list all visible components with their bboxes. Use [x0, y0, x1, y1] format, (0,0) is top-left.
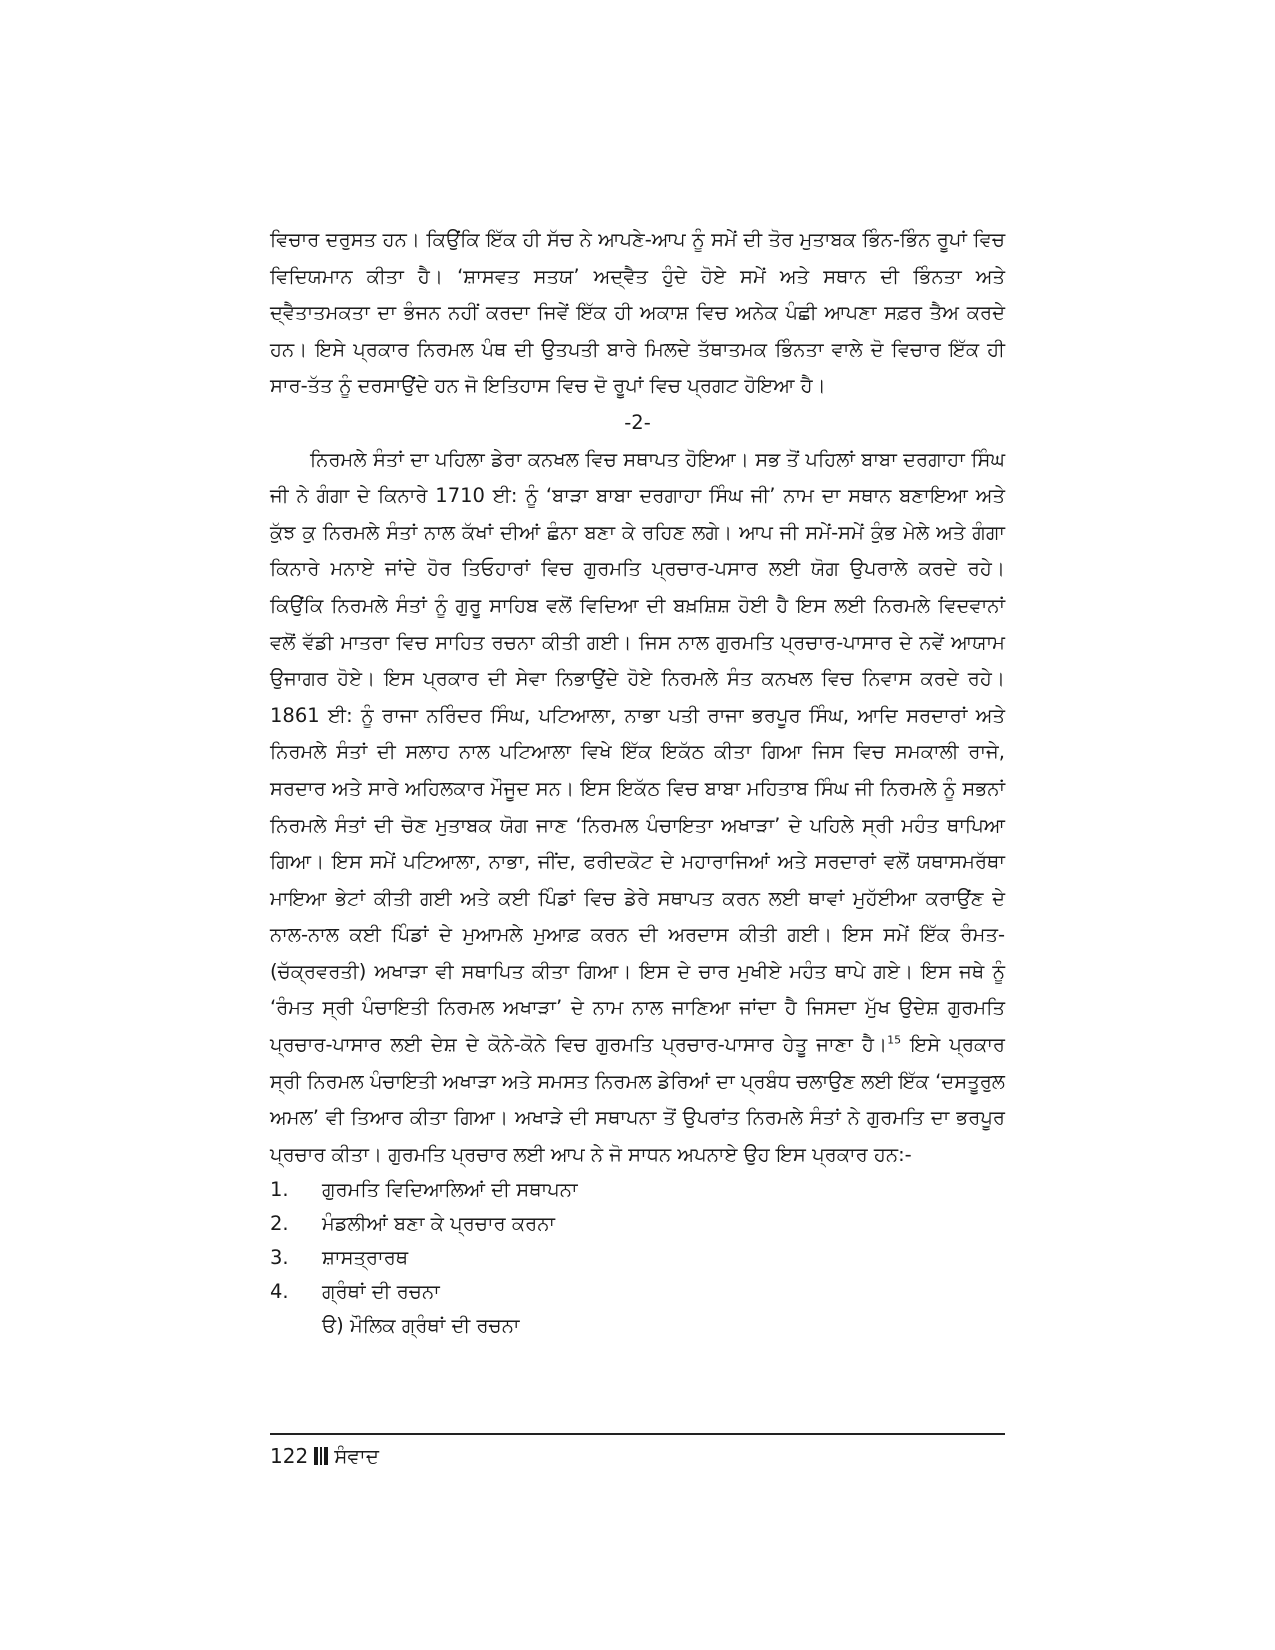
list-item-text: ਗ੍ਰੰਥਾਂ ਦੀ ਰਚਨਾ — [322, 1280, 440, 1304]
list-item — [270, 1207, 1005, 1241]
methods-list — [270, 1173, 1005, 1343]
page-footer — [270, 1442, 379, 1470]
list-item-number: 4. — [270, 1280, 289, 1304]
paragraph-2-text-continued: ਇਸੇ ਪ੍ਰਕਾਰ ਸ੍ਰੀ ਨਿਰਮਲ ਪੰਚਾਇਤੀ ਅਖਾੜਾ ਅਤੇ ਸਮਸਤ ਨਿਰਮਲ ਡੇਰਿਆਂ ਦਾ ਪ੍ਰਬੰਧ ਚਲਾਉਣ ਲਈ ਇੱਕ ‘ਦਸਤੂਰੁਲ ਅਮਲ’ ਵੀ ਤਿਆਰ ਕੀਤਾ ਗਿਆ। ਅਖਾੜੇ ਦੀ ਸਥਾਪਨਾ ਤੋਂ ਉਪਰਾਂਤ ਨਿਰਮਲੇ ਸੰਤਾਂ ਨੇ ਗੁਰਮਤਿ ਦਾ ਭਰਪੂਰ ਪ੍ਰਚਾਰ ਕੀਤਾ। ਗੁਰਮਤਿ ਪ੍ਰਚਾਰ ਲਈ ਆਪ ਨੇ ਜੋ ਸਾਧਨ ਅਪਨਾਏ ਉਹ ਇਸ ਪ੍ਰਕਾਰ ਹਨ:- — [270, 1033, 1005, 1166]
footnote-reference[interactable]: 15 — [887, 1033, 902, 1047]
list-item-number: 3. — [270, 1246, 289, 1270]
paragraph-1: ਵਿਚਾਰ ਦਰੁਸਤ ਹਨ। ਕਿਉਂਕਿ ਇੱਕ ਹੀ ਸੱਚ ਨੇ ਆਪਣੇ-ਆਪ ਨੂੰ ਸਮੇਂ ਦੀ ਤੋਰ ਮੁਤਾਬਕ ਭਿੰਨ-ਭਿੰਨ ਰੂਪਾਂ ਵਿਚ ਵਿਦਿਯਮਾਨ ਕੀਤਾ ਹੈ। ‘ਸ਼ਾਸਵਤ ਸਤਯ’ ਅਦ੍ਵੈਤ ਹੁੰਦੇ ਹੋਏ ਸਮੇਂ ਅਤੇ ਸਥਾਨ ਦੀ ਭਿੰਨਤਾ ਅਤੇ ਦ੍ਵੈਤਾਤਮਕਤਾ ਦਾ ਭੰਜਨ ਨਹੀਂ ਕਰਦਾ ਜਿਵੇਂ ਇੱਕ ਹੀ ਅਕਾਸ਼ ਵਿਚ ਅਨੇਕ ਪੰਛੀ ਆਪਣਾ ਸਫ਼ਰ ਤੈਅ ਕਰਦੇ ਹਨ। ਇਸੇ ਪ੍ਰਕਾਰ ਨਿਰਮਲ ਪੰਥ ਦੀ ਉਤਪਤੀ ਬਾਰੇ ਮਿਲਦੇ ਤੱਥਾਤਮਕ ਭਿੰਨਤਾ ਵਾਲੇ ਦੋ ਵਿਚਾਰ ਇੱਕ ਹੀ ਸਾਰ-ਤੱਤ ਨੂੰ ਦਰਸਾਉਂਦੇ ਹਨ ਜੋ ਇਤਿਹਾਸ ਵਿਚ ਦੋ ਰੂਪਾਂ ਵਿਚ ਪ੍ਰਗਟ ਹੋਇਆ ਹੈ। — [270, 228, 1005, 398]
list-item-number: 1. — [270, 1178, 289, 1202]
list-item-number: 2. — [270, 1212, 289, 1236]
list-item-text: ਮੰਡਲੀਆਂ ਬਣਾ ਕੇ ਪ੍ਰਚਾਰ ਕਰਨਾ — [322, 1212, 555, 1236]
page-body — [270, 222, 1005, 1343]
footer-divider — [270, 1433, 1005, 1435]
section-number: -2- — [624, 410, 651, 434]
page-number: 122 — [270, 1444, 309, 1468]
paragraph-2 — [270, 442, 1005, 1174]
list-item — [270, 1241, 1005, 1275]
paragraph-2-text: ਨਿਰਮਲੇ ਸੰਤਾਂ ਦਾ ਪਹਿਲਾ ਡੇਰਾ ਕਨਖਲ ਵਿਚ ਸਥਾਪਤ ਹੋਇਆ। ਸਭ ਤੋਂ ਪਹਿਲਾਂ ਬਾਬਾ ਦਰਗਾਹਾ ਸਿੰਘ ਜੀ ਨੇ ਗੰਗਾ ਦੇ ਕਿਨਾਰੇ 1710 ਈ: ਨੂੰ ‘ਬਾੜਾ ਬਾਬਾ ਦਰਗਾਹਾ ਸਿੰਘ ਜੀ’ ਨਾਮ ਦਾ ਸਥਾਨ ਬਣਾਇਆ ਅਤੇ ਕੁੱਝ ਕੁ ਨਿਰਮਲੇ ਸੰਤਾਂ ਨਾਲ ਕੱਖਾਂ ਦੀਆਂ ਛੰਨਾ ਬਣਾ ਕੇ ਰਹਿਣ ਲਗੇ। ਆਪ ਜੀ ਸਮੇਂ-ਸਮੇਂ ਕੁੰਭ ਮੇਲੇ ਅਤੇ ਗੰਗਾ ਕਿਨਾਰੇ ਮਨਾਏ ਜਾਂਦੇ ਹੋਰ ਤਿਓਹਾਰਾਂ ਵਿਚ ਗੁਰਮਤਿ ਪ੍ਰਚਾਰ-ਪਸਾਰ ਲਈ ਯੋਗ ਉਪਰਾਲੇ ਕਰਦੇ ਰਹੇ। ਕਿਉਂਕਿ ਨਿਰਮਲੇ ਸੰਤਾਂ ਨੂੰ ਗੁਰੂ ਸਾਹਿਬ ਵਲੋਂ ਵਿਦਿਆ ਦੀ ਬਖ਼ਸ਼ਿਸ਼ ਹੋਈ ਹੈ ਇਸ ਲਈ ਨਿਰਮਲੇ ਵਿਦਵਾਨਾਂ ਵਲੋਂ ਵੱਡੀ ਮਾਤਰਾ ਵਿਚ ਸਾਹਿਤ ਰਚਨਾ ਕੀਤੀ ਗਈ। ਜਿਸ ਨਾਲ ਗੁਰਮਤਿ ਪ੍ਰਚਾਰ-ਪਾਸਾਰ ਦੇ ਨਵੇਂ ਆਯਾਮ ਉਜਾਗਰ ਹੋਏ। ਇਸ ਪ੍ਰਕਾਰ ਦੀ ਸੇਵਾ ਨਿਭਾਉਂਦੇ ਹੋਏ ਨਿਰਮਲੇ ਸੰਤ ਕਨਖਲ ਵਿਚ ਨਿਵਾਸ ਕਰਦੇ ਰਹੇ। 1861 ਈ: ਨੂੰ ਰਾਜਾ ਨਰਿੰਦਰ ਸਿੰਘ, ਪਟਿਆਲਾ, ਨਾਭਾ ਪਤੀ ਰਾਜਾ ਭਰਪੂਰ ਸਿੰਘ, ਆਦਿ ਸਰਦਾਰਾਂ ਅਤੇ ਨਿਰਮਲੇ ਸੰਤਾਂ ਦੀ ਸਲਾਹ ਨਾਲ ਪਟਿਆਲਾ ਵਿਖੇ ਇੱਕ ਇਕੱਠ ਕੀਤਾ ਗਿਆ ਜਿਸ ਵਿਚ ਸਮਕਾਲੀ ਰਾਜੇ, ਸਰਦਾਰ ਅਤੇ ਸਾਰੇ ਅਹਿਲਕਾਰ ਮੌਜੂਦ ਸਨ। ਇਸ ਇਕੱਠ ਵਿਚ ਬਾਬਾ ਮਹਿਤਾਬ ਸਿੰਘ ਜੀ ਨਿਰਮਲੇ ਨੂੰ ਸਭਨਾਂ ਨਿਰਮਲੇ ਸੰਤਾਂ ਦੀ ਚੋਣ ਮੁਤਾਬਕ ਯੋਗ ਜਾਣ ‘ਨਿਰਮਲ ਪੰਚਾਇਤਾ ਅਖਾੜਾ’ ਦੇ ਪਹਿਲੇ ਸ੍ਰੀ ਮਹੰਤ ਥਾਪਿਆ ਗਿਆ। ਇਸ ਸਮੇਂ ਪਟਿਆਲਾ, ਨਾਭਾ, ਜੀਂਦ, ਫਰੀਦਕੋਟ ਦੇ ਮਹਾਰਾਜਿਆਂ ਅਤੇ ਸਰਦਾਰਾਂ ਵਲੋਂ ਯਥਾਸਮਰੱਥਾ ਮਾਇਆ ਭੇਟਾਂ ਕੀਤੀ ਗਈ ਅਤੇ ਕਈ ਪਿੰਡਾਂ ਵਿਚ ਡੇਰੇ ਸਥਾਪਤ ਕਰਨ ਲਈ ਥਾਵਾਂ ਮੁਹੱਈਆ ਕਰਾਉਂਣ ਦੇ ਨਾਲ-ਨਾਲ ਕਈ ਪਿੰਡਾਂ ਦੇ ਮੁਆਮਲੇ ਮੁਆਫ਼ ਕਰਨ ਦੀ ਅਰਦਾਸ ਕੀਤੀ ਗਈ। ਇਸ ਸਮੇਂ ਇੱਕ ਰੰਮਤ-(ਚੱਕ੍ਰਵਰਤੀ) ਅਖਾੜਾ ਵੀ ਸਥਾਪਿਤ ਕੀਤਾ ਗਿਆ। ਇਸ ਦੇ ਚਾਰ ਮੁਖੀਏ ਮਹੰਤ ਥਾਪੇ ਗਏ। ਇਸ ਜਥੇ ਨੂੰ ‘ਰੰਮਤ ਸ੍ਰੀ ਪੰਚਾਇਤੀ ਨਿਰਮਲ ਅਖਾੜਾ’ ਦੇ ਨਾਮ ਨਾਲ ਜਾਣਿਆ ਜਾਂਦਾ ਹੈ ਜਿਸਦਾ ਮੁੱਖ ਉਦੇਸ਼ ਗੁਰਮਤਿ ਪ੍ਰਚਾਰ-ਪਾਸਾਰ ਲਈ ਦੇਸ਼ ਦੇ ਕੋਨੇ-ਕੋਨੇ ਵਿਚ ਗੁਰਮਤਿ ਪ੍ਰਚਾਰ-ਪਾਸਾਰ ਹੇਤੂ ਜਾਣਾ ਹੈ। — [270, 447, 1005, 1057]
sublist-item — [270, 1309, 1005, 1343]
list-item-text: ਸ਼ਾਸਤ੍ਰਾਰਥ — [322, 1246, 409, 1270]
list-item — [270, 1275, 1005, 1309]
sublist-item-text: ੳ) ਮੌਲਿਕ ਗ੍ਰੰਥਾਂ ਦੀ ਰਚਨਾ — [322, 1314, 520, 1338]
list-item-text: ਗੁਰਮਤਿ ਵਿਦਿਆਲਿਆਂ ਦੀ ਸਥਾਪਨਾ — [322, 1178, 578, 1202]
list-item — [270, 1173, 1005, 1207]
journal-name: ਸੰਵਾਦ — [334, 1444, 379, 1468]
separator-bars-icon — [314, 1447, 328, 1465]
